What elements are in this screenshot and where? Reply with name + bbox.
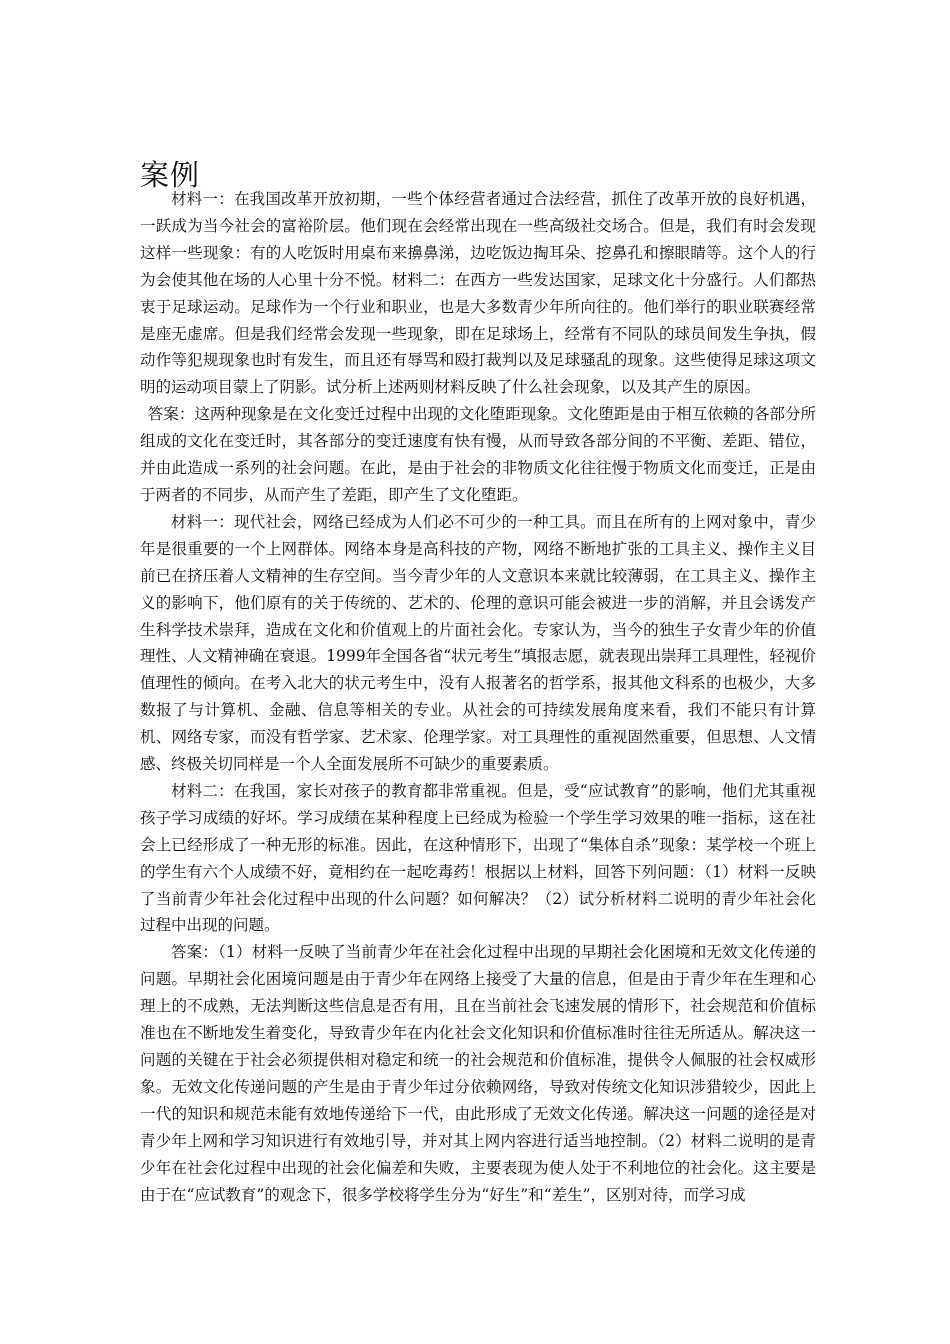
case2-material1-paragraph: 材料一：现代社会，网络已经成为人们必不可少的一种工具。而且在所有的上网对象中，青少年是很重要的一个上网群体。网络本身是高科技的产物，网络不断地扩张的工具主义、操作主义目前已在挤压着人文精神的生存空间。当今青少年的人文意识本来就比较薄弱，在工具主义、操作主义的影响下，他们原有的关于传统的、艺术的、伦理的意识可能会被进一步的消解，并且会诱发产生科学技术崇拜，造成在文化和价值观上的片面社会化。专家认为，当今的独生子女青少年的价值理性、人文精神确在衰退。1999年全国各省“状元考生”填报志愿，就表现出崇拜工具理性，轻视价值理性的倾向。在考入北大的状元考生中，没有人报著名的哲学系，报其他文科系的也极少，大多数报了与计算机、金融、信息等相关的专业。从社会的可持续发展角度来看，我们不能只有计算机、网络专家，而没有哲学家、艺术家、伦理学家。对工具理性的重视固然重要，但思想、人文情感、终极关切同样是一个人全面发展所不可缺少的重要素质。 <box>140 512 816 774</box>
case2-material2-paragraph: 材料二：在我国，家长对孩子的教育都非常重视。但是，受“应试教育”的影响，他们尤其重视孩子学习成绩的好坏。学习成绩在某种程度上已经成为检验一个学生学习效果的唯一指标，这在社会上已经形成了一种无形的标准。因此，在这种情形下，出现了“集体自杀”现象：某学校一个班上的学生有六个人成绩不好，竟相约在一起吃毒药！根据以上材料，回答下列问题：（1）材料一反映了当前青少年社会化过程中出现的什么问题？如何解决？（2）试分析材料二说明的青少年社会化过程中出现的问题。 <box>140 781 816 935</box>
document-body <box>140 186 816 1208</box>
case2-answer-paragraph: 答案：（1）材料一反映了当前青少年在社会化过程中出现的早期社会化困境和无效文化传递的问题。早期社会化困境问题是由于青少年在网络上接受了大量的信息，但是由于青少年在生理和心理上的不成熟，无法判断这些信息是否有用，且在当前社会飞速发展的情形下，社会规范和价值标准也在不断地发生着变化，导致青少年在内化社会文化知识和价值标准时往往无所适从。解决这一问题的关键在于社会必须提供相对稳定和统一的社会规范和价值标准，提供令人佩服的社会权威形象。无效文化传递问题的产生是由于青少年过分依赖网络，导致对传统文化知识涉猎较少，因此上一代的知识和规范未能有效地传递给下一代，由此形成了无效文化传递。解决这一问题的途径是对青少年上网和学习知识进行有效地引导，并对其上网内容进行适当地控制。（2）材料二说明的是青少年在社会化过程中出现的社会化偏差和失败，主要表现为使人处于不利地位的社会化。这主要是由于在“应试教育”的观念下，很多学校将学生分为“好生”和“差生”，区别对待，而学习成 <box>140 943 816 1204</box>
document-title: 案例 <box>140 158 201 193</box>
case1-answer-paragraph: 答案：这两种现象是在文化变迁过程中出现的文化堕距现象。文化堕距是由于相互依赖的各部分所组成的文化在变迁时，其各部分的变迁速度有快有慢，从而导致各部分间的不平衡、差距、错位，并由此造成一系列的社会问题。在此，是由于社会的非物质文化往往慢于物质文化而变迁，正是由于两者的不同步，从而产生了差距，即产生了文化堕距。 <box>140 405 816 504</box>
case1-material-paragraph: 材料一：在我国改革开放初期，一些个体经营者通过合法经营，抓住了改革开放的良好机遇，一跃成为当今社会的富裕阶层。他们现在会经常出现在一些高级社交场合。但是，我们有时会发现这样一些现象：有的人吃饭时用桌布来擤鼻涕，边吃饭边掏耳朵、挖鼻孔和擦眼睛等。这个人的行为会使其他在场的人心里十分不悦。材料二：在西方一些发达国家，足球文化十分盛行。人们都热衷于足球运动。足球作为一个行业和职业，也是大多数青少年所向往的。他们举行的职业联赛经常是座无虚席。但是我们经常会发现一些现象，即在足球场上，经常有不同队的球员间发生争执，假动作等犯规现象也时有发生，而且还有辱骂和殴打裁判以及足球骚乱的现象。这些使得足球这项文明的运动项目蒙上了阴影。试分析上述两则材料反映了什么社会现象，以及其产生的原因。 <box>140 190 816 397</box>
